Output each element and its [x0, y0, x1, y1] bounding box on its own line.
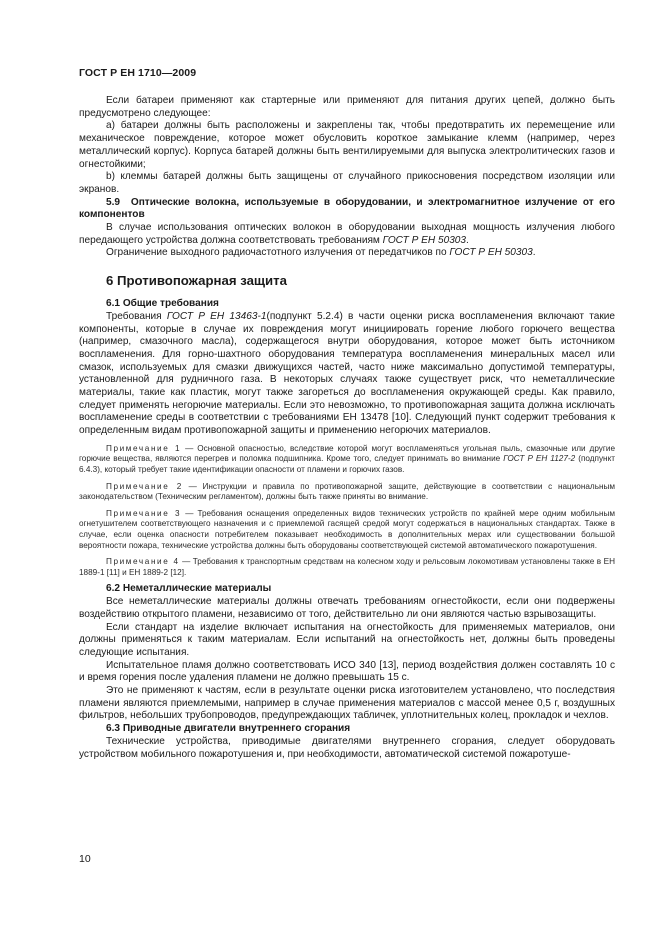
section-5-9-number: 5.9: [106, 196, 121, 208]
page-number: 10: [79, 853, 91, 865]
note-text: — Инструкции и правила по противопожарной защите, действующие в соответствии с национальным законодательством (Техническим регламентом), должны быть также приняты во внимание.: [79, 481, 615, 502]
section-6-3-heading: 6.3 Приводные двигатели внутреннего сгорания: [106, 723, 351, 735]
section-5-9-heading: [79, 197, 615, 222]
text-run: .: [532, 247, 536, 259]
note-text: — Требования оснащения определенных видов технических устройств по крайней мере одним мобильным огнетушителем соответствующего назначения и с приемлемой гасящей средой могут содержаться в национальных стандартах. Также в случае, если оценка опасности потребителем показывает необходимость в дополнительных мерах или существовании большой вероятности пожара, технические устройства должны быть оборудованы соответствующей системой автоматического пожаротушения.: [79, 508, 616, 550]
note-text: (подпункт 6.4.3), который требует такие идентификации опасности от пламени и горючих газов.: [79, 454, 616, 475]
standard-reference: ГОСТ Р ЕН 13463-1: [166, 310, 267, 322]
battery-item-b: b) клеммы батарей должны быть защищены от случайного прикосновения посредством изоляции или экранов.: [79, 171, 615, 195]
note-1: [79, 444, 615, 476]
note-label: Примечание 3: [106, 508, 182, 518]
document-header: ГОСТ Р ЕН 1710—2009: [79, 67, 197, 79]
text-run: (подпункт 5.2.4) в части оценки риска воспламенения включают такие компоненты, которые в случае их повреждения могут инициировать горение любого горючего вещества (например, смазочного масла), содержащегося внутри оборудования, которое может быть источником воспламенения. Для горно-шахтного оборудования температура воспламенения минеральных масел или смазок, используемых для смазки движущихся частей, часто ниже максимально допустимой температуры, установленной для рудничного газа. В некоторых случаях также существует риск, что неметаллические материалы, такие как пластик, могут также загореться до воспламенения окружающей среды. Как правило, следует применять негорючие материалы. Если это невозможно, то противопожарная защита должна исключать воспламенение среды в соответствии с требованиями ЕН 13478 [10]. Следующий пункт содержит требования к определенным видам противопожарной защиты и применению негорючих материалов.: [79, 310, 616, 437]
note-4: [79, 557, 615, 578]
section-6-1-paragraph: [79, 311, 615, 438]
note-text: — Основной опасностью, вследствие которой могут воспламеняться угольная пыль, смазочные или другие горючие вещества, являются перегрев и поломка подшипника. Кроме того, следует принимать во внимание: [79, 443, 615, 464]
section-6-2-paragraph-1: Все неметаллические материалы должны отвечать требованиям огнестойкости, если они подвержены воздействию открытого пламени, независимо от того, действительно ли они являются частью взрывозащиты.: [79, 596, 615, 620]
note-3: [79, 509, 615, 551]
section-6-2-paragraph-2: Если стандарт на изделие включает испытания на огнестойкость для применяемых материалов, они должны применяться к таким материалам. Если испытаний на огнестойкость нет, должны быть проведены следующие испытания.: [79, 621, 615, 658]
text-run: В случае использования оптических волокон в оборудовании выходная мощность излучения любого передающего устройства должна соответствовать требованиям: [79, 222, 615, 246]
section-6-2-heading: 6.2 Неметаллические материалы: [106, 583, 272, 595]
text-run: Ограничение выходного радиочастотного излучения от передатчиков по: [106, 247, 450, 259]
note-label: Примечание 1: [106, 443, 182, 453]
note-label: Примечание 2: [106, 481, 183, 491]
section-5-9-paragraph-1: [79, 222, 615, 247]
section-6-2-paragraph-4: Это не применяют к частям, если в результате оценки риска изготовителем установлено, что последствия пламени являются приемлемыми, например в случае применения материалов с массой менее 0,5 г, воздушных фильтров, небольших трубопроводов, предупреждающих табличек, уплотнительных колец, прокладок и чехлов.: [79, 685, 615, 722]
text-run: .: [466, 234, 469, 246]
section-6-2-paragraph-3: Испытательное пламя должно соответствовать ИСО 340 [13], период воздействия должен составлять 10 с и время горения после удаления пламени не должно превышать 15 с.: [79, 659, 615, 684]
section-6-heading: 6 Противопожарная защита: [106, 273, 287, 289]
note-text: — Требования к транспортным средствам на колесном ходу и рельсовым локомотивам установлены также в ЕН 1889-1 [11] и ЕН 1889-2 [12].: [79, 557, 615, 577]
note-label: Примечание 4: [106, 557, 180, 567]
section-5-9-paragraph-2: [79, 247, 615, 260]
section-5-9-title: Оптические волокна, используемые в оборудовании, и электромагнитное излучение от его компонентов: [79, 196, 615, 221]
note-2: [79, 482, 615, 503]
standard-reference: ГОСТ Р ЕН 50303: [382, 234, 467, 246]
text-run: Требования: [106, 310, 167, 322]
document-body: [79, 95, 615, 761]
standard-reference: ГОСТ Р ЕН 1127-2: [503, 454, 576, 464]
section-6-1-heading: 6.1 Общие требования: [106, 298, 219, 310]
battery-intro: Если батареи применяют как стартерные или применяют для питания других цепей, должно быть предусмотрено следующее:: [79, 95, 615, 119]
standard-reference: ГОСТ Р ЕН 50303: [449, 247, 533, 259]
section-6-3-paragraph-1: Технические устройства, приводимые двигателями внутреннего сгорания, следует оборудовать устройством мобильного пожаротушения и, при необходимости, автоматической системой пожаротуше-: [79, 735, 615, 760]
battery-item-a: а) батареи должны быть расположены и закреплены так, чтобы предотвратить их перемещение или механическое повреждение, которое может обусловить короткое замыкание клемм (например, через металлический корпус). Корпуса батарей должны быть вентилируемыми для выпуска электролитических газов и огнестойкими;: [79, 120, 615, 170]
